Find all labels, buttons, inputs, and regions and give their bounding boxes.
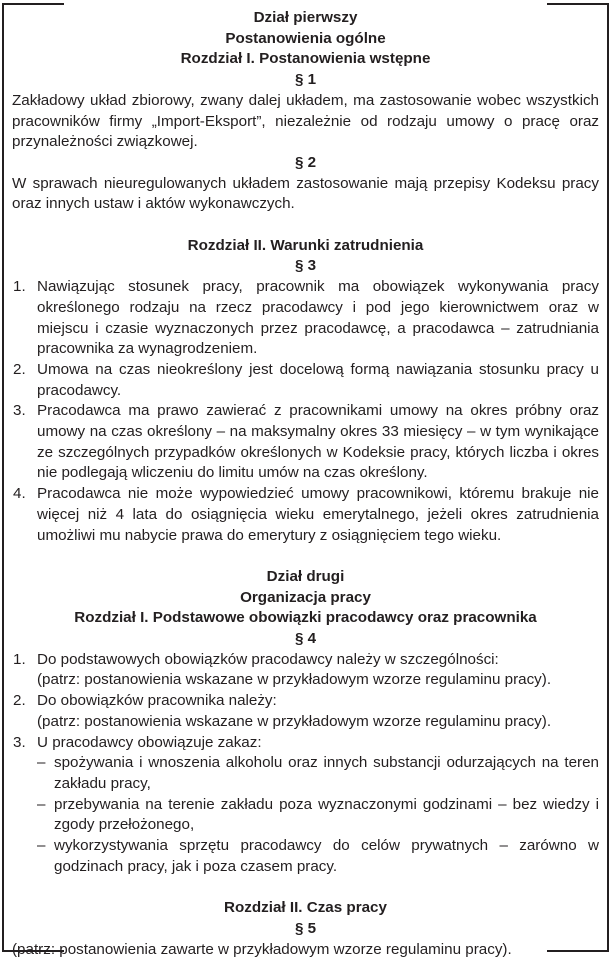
list-number: 3. <box>13 402 26 420</box>
list-item <box>12 401 599 484</box>
dash-item-text: spożywania i wnoszenia alkoholu oraz innych substancji odurzających na teren zakładu pracy, <box>54 754 599 792</box>
list-item <box>12 733 599 878</box>
frame-top-right-corner <box>547 3 609 5</box>
list-number: 3. <box>13 733 26 751</box>
list-item-note: (patrz: postanowienia wskazane w przykładowym wzorze regulaminu pracy). <box>37 712 552 730</box>
paragraph-label: § 3 <box>294 257 317 275</box>
dash-list-item <box>37 836 599 877</box>
paragraph-text: (patrz: postanowienia zawarte w przykładowym wzorze regulaminu pracy). <box>12 940 512 958</box>
paragraph-label: § 4 <box>294 630 317 648</box>
dash-item-text: wykorzystywania sprzętu pracodawcy do celów prywatnych – zarówno w godzinach pracy, jak i poza czasem pracy. <box>54 837 599 875</box>
dash-list-item <box>37 795 599 836</box>
paragraph-label: § 2 <box>294 153 317 171</box>
list-item-text: Pracodawca ma prawo zawierać z pracownikami umowy na okres próbny oraz umowy na czas określony – na maksymalny okres 33 miesięcy – w tym wynikające ze szczególnych przypadków określonych w Kodeksie pracy, których liczba i okres nie podlegają wliczeniu do limitu umów na czas określony. <box>37 402 599 482</box>
list-number: 4. <box>13 485 26 503</box>
list-item-text: Do obowiązków pracownika należy: <box>37 692 277 710</box>
list-item <box>12 650 599 691</box>
dash-bullet: – <box>37 754 46 772</box>
list-number: 1. <box>13 650 26 668</box>
paragraph-text: Zakładowy układ zbiorowy, zwany dalej układem, ma zastosowanie wobec wszystkich pracowników firmy „Import-Eksport”, niezależnie od rodzaju umowy o pracę oraz przynależności związkowej. <box>12 91 599 151</box>
dash-bullet: – <box>37 795 46 813</box>
frame-top-left-corner <box>2 3 64 5</box>
list-item <box>12 691 599 732</box>
list-item-text: Umowa na czas nieokreślony jest docelową formą nawiązania stosunku pracy u pracodawcy. <box>37 360 599 399</box>
paragraph-label: § 5 <box>294 919 317 937</box>
list-item <box>12 484 599 546</box>
section-title: Dział pierwszy <box>253 9 358 26</box>
list-item-text: U pracodawcy obowiązuje zakaz: <box>37 733 262 751</box>
numbered-list <box>12 650 599 878</box>
document-content <box>12 8 599 960</box>
dash-item-text: przebywania na terenie zakładu poza wyznaczonymi godzinami – bez wiedzy i zgody przełożonego, <box>54 795 599 834</box>
paragraph-label: § 1 <box>294 71 317 89</box>
chapter-title: Rozdział II. Czas pracy <box>224 899 387 917</box>
dash-bullet: – <box>37 837 46 855</box>
section-title: Dział drugi <box>266 567 345 585</box>
list-item-text: Nawiązując stosunek pracy, pracownik ma obowiązek wykonywania pracy określonego rodzaju na rzecz pracodawcy i pod jego kierownictwem oraz w miejscu i czasie wyznaczonych przez pracodawcę, a pracodawca – zatrudniania pracownika za wynagrodzeniem. <box>37 278 599 358</box>
list-item-note: (patrz: postanowienia wskazane w przykładowym wzorze regulaminu pracy). <box>37 671 552 689</box>
chapter-title: Rozdział I. Podstawowe obowiązki pracodawcy oraz pracownika <box>74 609 537 627</box>
numbered-list <box>12 277 599 546</box>
list-number: 2. <box>13 360 26 378</box>
frame-left-border <box>2 3 4 952</box>
list-item <box>12 277 599 360</box>
list-number: 2. <box>13 692 26 710</box>
paragraph-text: W sprawach nieuregulowanych układem zastosowanie mają przepisy Kodeksu pracy oraz innych ustaw i aktów wykonawczych. <box>12 174 599 213</box>
frame-right-border <box>607 3 609 952</box>
list-number: 1. <box>13 278 26 296</box>
chapter-title: Rozdział I. Postanowienia wstępne <box>180 50 431 68</box>
section-subtitle: Organizacja pracy <box>240 588 371 606</box>
dash-list <box>37 753 599 877</box>
list-item <box>12 360 599 401</box>
section-subtitle: Postanowienia ogólne <box>225 29 386 47</box>
dash-list-item <box>37 753 599 794</box>
list-item-text: Pracodawca nie może wypowiedzieć umowy pracownikowi, któremu brakuje nie więcej niż 4 lata do osiągnięcia wieku emerytalnego, jeżeli okres zatrudnienia umożliwi mu nabycie prawa do emerytury z osiągnięciem tego wieku. <box>37 485 599 544</box>
chapter-title: Rozdział II. Warunki zatrudnienia <box>187 236 424 254</box>
list-item-text: Do podstawowych obowiązków pracodawcy należy w szczególności: <box>37 650 499 668</box>
